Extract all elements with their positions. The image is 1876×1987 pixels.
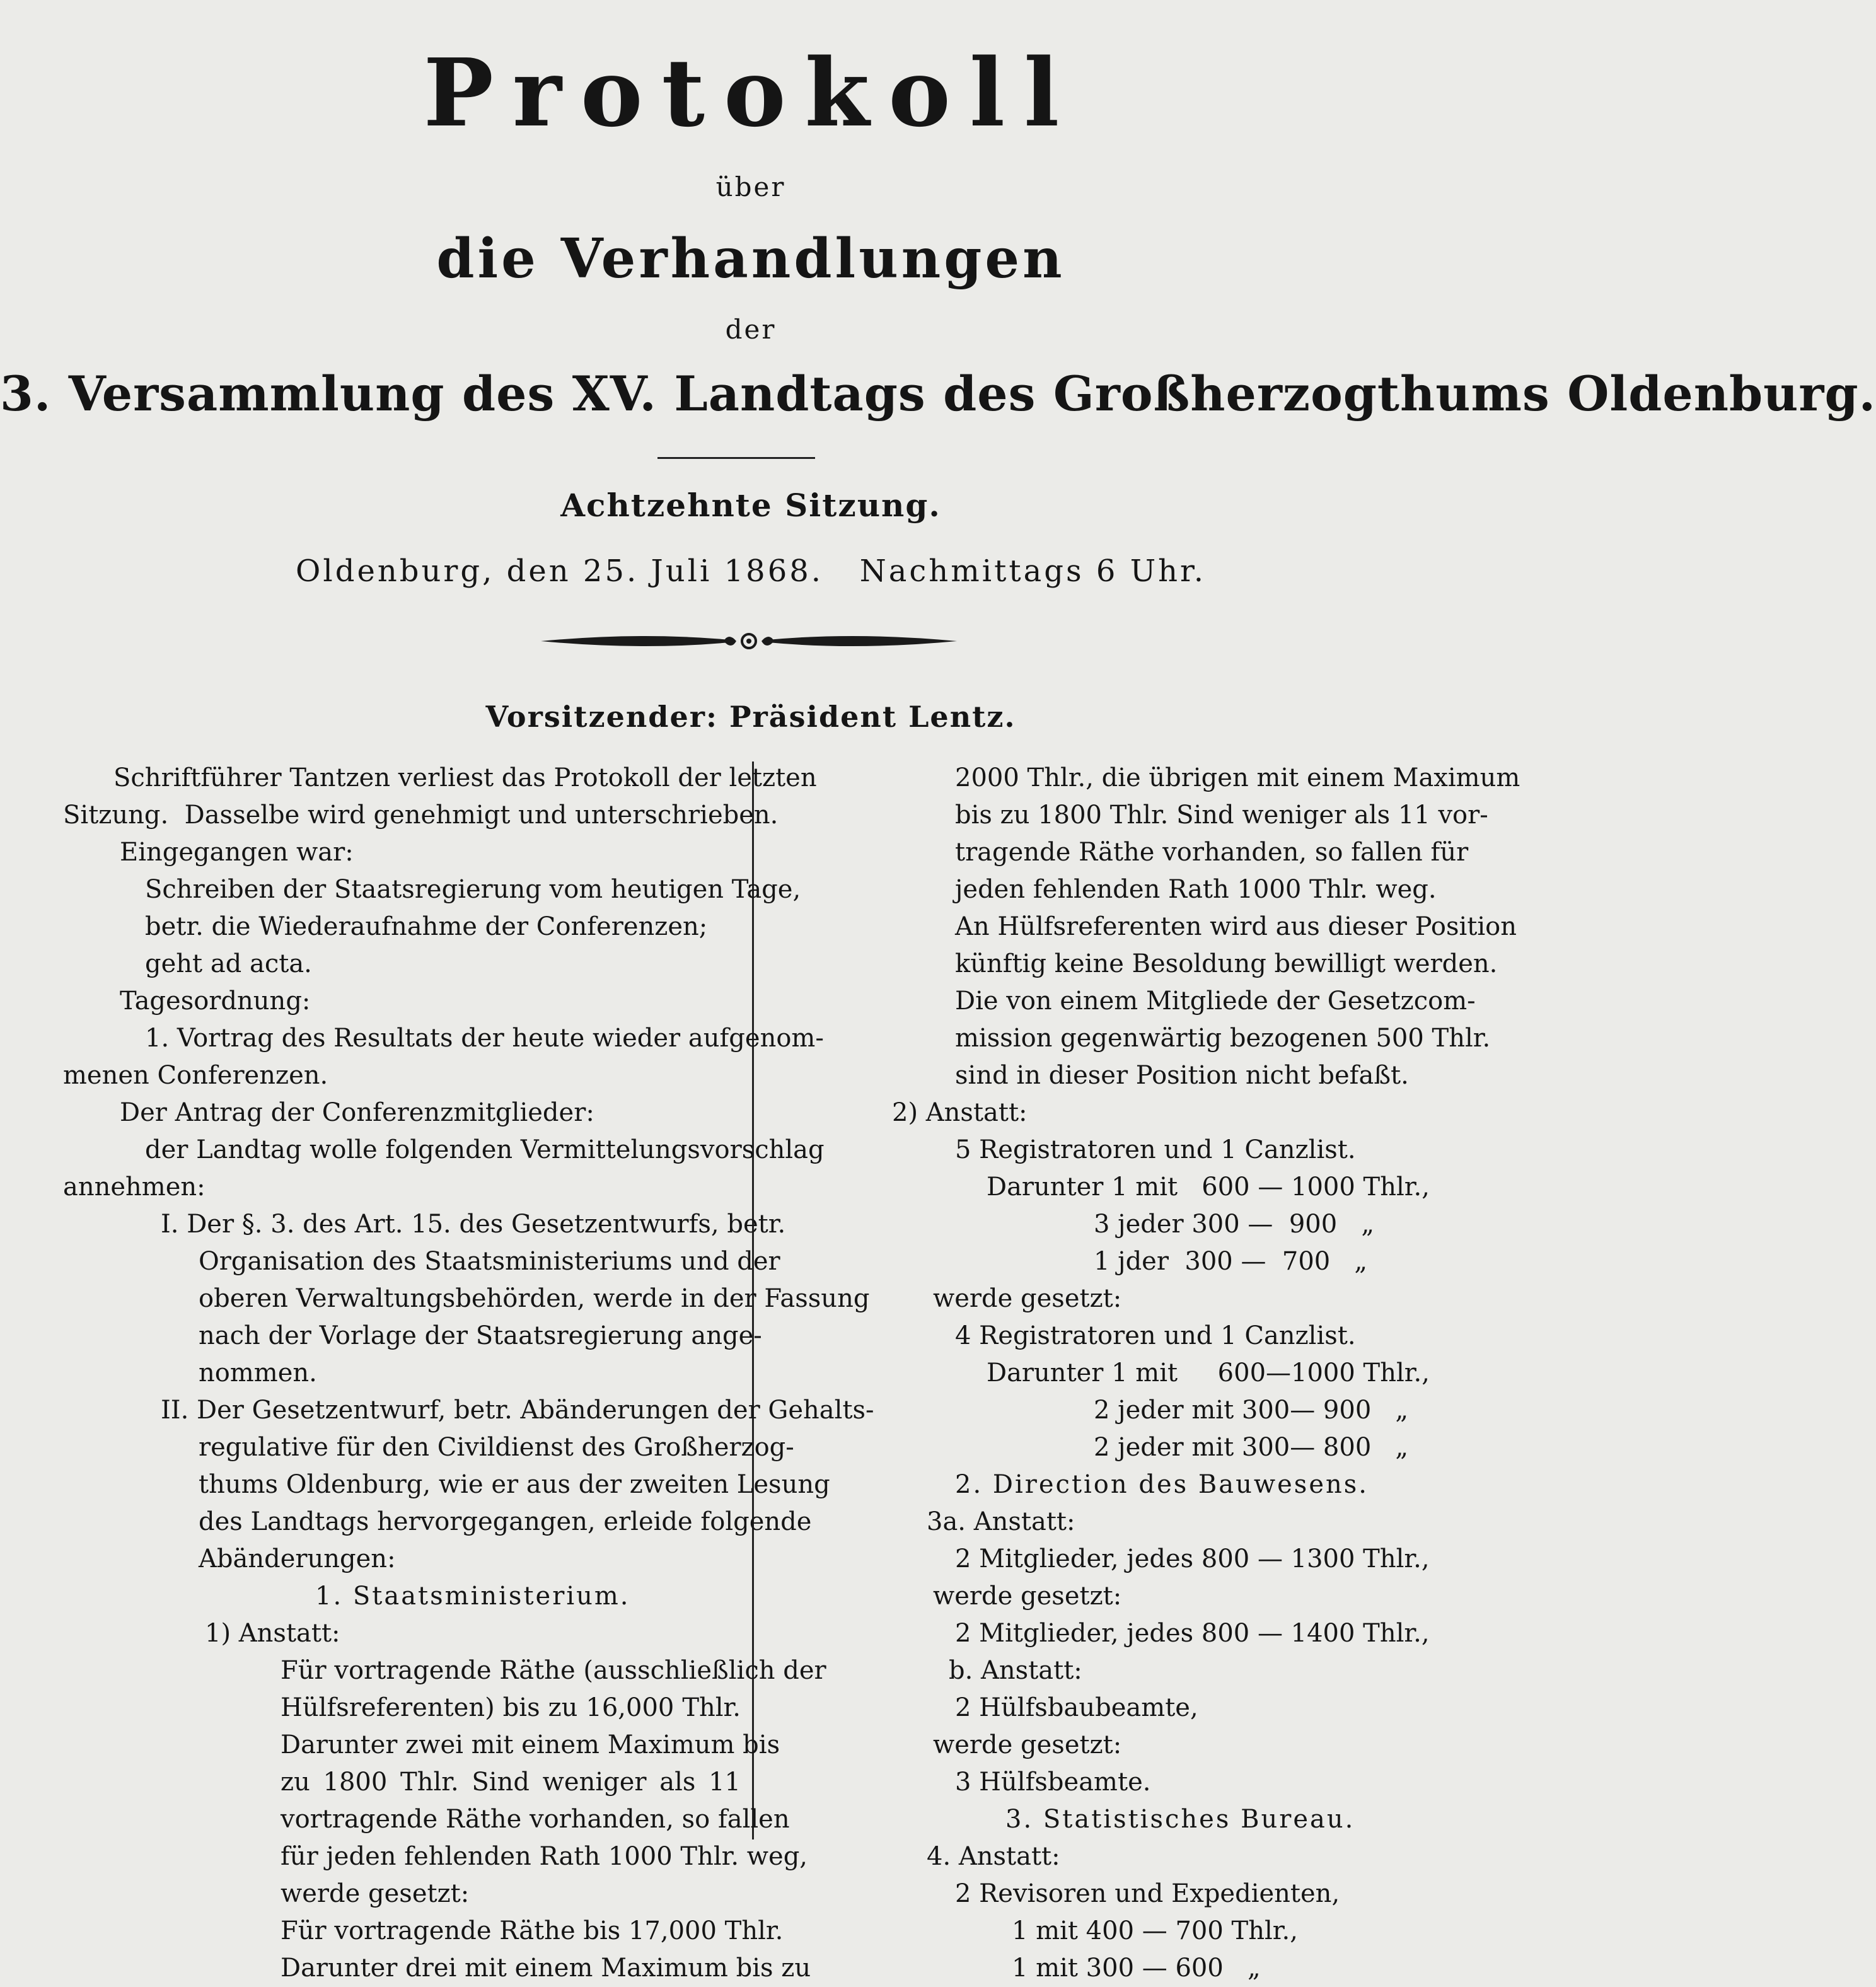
paragraph-line: 2 Revisoren und Expedienten, bbox=[955, 1879, 1340, 1908]
subtitle-verhandlungen: die Verhandlungen bbox=[436, 227, 1065, 291]
assembly-heading: 3. Versammlung des XV. Landtags des Großherzogthums Oldenburg. bbox=[0, 366, 1876, 422]
paragraph-line: 2 Mitglieder, jedes 800 — 1400 Thlr., bbox=[955, 1619, 1430, 1648]
paragraph-line: Eingegangen war: bbox=[120, 838, 354, 867]
subtitle-der: der bbox=[725, 314, 777, 345]
section-heading: 1. Staatsministerium. bbox=[315, 1582, 630, 1611]
paragraph-line: 5 Registratoren und 1 Canzlist. bbox=[955, 1135, 1356, 1164]
paragraph-line: Abänderungen: bbox=[199, 1544, 396, 1573]
session-heading: Achtzehnte Sitzung. bbox=[560, 487, 941, 524]
paragraph-line: Für vortragende Räthe (ausschließlich der bbox=[281, 1656, 826, 1685]
agenda-item: 1. Vortrag des Resultats der heute wieder aufgenom- bbox=[145, 1024, 824, 1053]
paragraph-line: Die von einem Mitgliede der Gesetzcom- bbox=[955, 987, 1476, 1016]
paragraph-line: werde gesetzt: bbox=[281, 1879, 470, 1908]
paragraph-line: 2000 Thlr., die übrigen mit einem Maximum bbox=[955, 763, 1520, 792]
paragraph-line: Organisation des Staatsministeriums und der bbox=[199, 1247, 780, 1276]
paragraph-line: Darunter drei mit einem Maximum bis zu bbox=[281, 1954, 811, 1983]
paragraph-line: Schreiben der Staatsregierung vom heutigen Tage, bbox=[145, 875, 801, 904]
paragraph-line: oberen Verwaltungsbehörden, werde in der Fassung bbox=[199, 1284, 870, 1313]
paragraph-line: Sitzung. Dasselbe wird genehmigt und unterschrieben. bbox=[63, 801, 779, 830]
paragraph-line: tragende Räthe vorhanden, so fallen für bbox=[955, 838, 1469, 867]
chair-line: Vorsitzender: Präsident Lentz. bbox=[485, 700, 1016, 734]
paragraph-line: betr. die Wiederaufnahme der Conferenzen; bbox=[145, 912, 708, 941]
paragraph-line: jeden fehlenden Rath 1000 Thlr. weg. bbox=[955, 875, 1437, 904]
paragraph-line: Darunter zwei mit einem Maximum bis bbox=[281, 1730, 780, 1759]
sub-item: 2) Anstatt: bbox=[892, 1098, 1028, 1127]
salary-line: Darunter 1 mit 600 — 1000 Thlr., bbox=[987, 1173, 1430, 1202]
paragraph-line: annehmen: bbox=[63, 1173, 206, 1202]
paragraph-line: des Landtags hervorgegangen, erleide folgende bbox=[199, 1507, 812, 1536]
salary-line: 2 jeder mit 300— 900 „ bbox=[1094, 1396, 1409, 1425]
clause-item: I. Der §. 3. des Art. 15. des Gesetzentwurfs, betr. bbox=[161, 1210, 786, 1239]
paragraph-line: vortragende Räthe vorhanden, so fallen bbox=[281, 1805, 790, 1834]
clause-item: II. Der Gesetzentwurf, betr. Abänderungen der Gehalts- bbox=[161, 1396, 874, 1425]
paragraph-line: Schriftführer Tantzen verliest das Protokoll der letzten bbox=[113, 763, 817, 792]
subtitle-ueber: über bbox=[715, 171, 786, 202]
paragraph-line: der Landtag wolle folgenden Vermittelungsvorschlag bbox=[145, 1135, 825, 1164]
salary-line: 1 jder 300 — 700 „ bbox=[1094, 1247, 1368, 1276]
paragraph-line: 3 Hülfsbeamte. bbox=[955, 1768, 1151, 1797]
paragraph-line: menen Conferenzen. bbox=[63, 1061, 328, 1090]
sub-item: b. Anstatt: bbox=[949, 1656, 1082, 1685]
paragraph-line: bis zu 1800 Thlr. Sind weniger als 11 vor- bbox=[955, 801, 1488, 830]
paragraph-line: künftig keine Besoldung bewilligt werden. bbox=[955, 949, 1498, 978]
sub-item: 4. Anstatt: bbox=[927, 1842, 1060, 1871]
paragraph-line: 2 Mitglieder, jedes 800 — 1300 Thlr., bbox=[955, 1544, 1430, 1573]
paragraph-line: 4 Registratoren und 1 Canzlist. bbox=[955, 1321, 1356, 1350]
paragraph-line: werde gesetzt: bbox=[933, 1582, 1122, 1611]
paragraph-line: geht ad acta. bbox=[145, 949, 312, 978]
salary-line: 3 jeder 300 — 900 „ bbox=[1094, 1210, 1375, 1239]
salary-line: 1 mit 400 — 700 Thlr., bbox=[1012, 1916, 1298, 1945]
title-rule bbox=[657, 457, 815, 459]
paragraph-line: nommen. bbox=[199, 1358, 317, 1387]
paragraph-line: Hülfsreferenten) bis zu 16,000 Thlr. bbox=[281, 1693, 741, 1722]
right-column bbox=[775, 760, 1520, 1987]
paragraph-line: An Hülfsreferenten wird aus dieser Position bbox=[955, 912, 1517, 941]
sub-item: 1) Anstatt: bbox=[205, 1619, 340, 1648]
paragraph-line: Der Antrag der Conferenzmitglieder: bbox=[120, 1098, 594, 1127]
paragraph-line: nach der Vorlage der Staatsregierung ange- bbox=[199, 1321, 762, 1350]
paragraph-line: regulative für den Civildienst des Großherzog- bbox=[199, 1433, 794, 1462]
salary-line: Darunter 1 mit 600—1000 Thlr., bbox=[987, 1358, 1430, 1387]
paragraph-line: Tagesordnung: bbox=[120, 987, 311, 1016]
paragraph-line: thums Oldenburg, wie er aus der zweiten Lesung bbox=[199, 1470, 830, 1499]
salary-line: 1 mit 300 — 600 „ bbox=[1012, 1954, 1261, 1983]
ornament-divider-icon bbox=[541, 624, 957, 658]
paragraph-line: für jeden fehlenden Rath 1000 Thlr. weg, bbox=[281, 1842, 808, 1871]
salary-line: 2 jeder mit 300— 800 „ bbox=[1094, 1433, 1409, 1462]
dateline: Oldenburg, den 25. Juli 1868. Nachmittags 6 Uhr. bbox=[296, 553, 1206, 589]
paragraph-line: mission gegenwärtig bezogenen 500 Thlr. bbox=[955, 1024, 1491, 1053]
sub-item: 3a. Anstatt: bbox=[927, 1507, 1075, 1536]
paragraph-line: werde gesetzt: bbox=[933, 1284, 1122, 1313]
paragraph-line: Für vortragende Räthe bis 17,000 Thlr. bbox=[281, 1916, 784, 1945]
paragraph-line: zu 1800 Thlr. Sind weniger als 11 bbox=[281, 1768, 741, 1797]
paragraph-line: sind in dieser Position nicht befaßt. bbox=[955, 1061, 1409, 1090]
paragraph-line: 2 Hülfsbaubeamte, bbox=[955, 1693, 1198, 1722]
document-title: Protokoll bbox=[423, 38, 1079, 148]
section-heading: 2. Direction des Bauwesens. bbox=[955, 1470, 1369, 1499]
section-heading: 3. Statistisches Bureau. bbox=[1005, 1805, 1355, 1834]
left-column bbox=[63, 760, 874, 1987]
paragraph-line: werde gesetzt: bbox=[933, 1730, 1122, 1759]
